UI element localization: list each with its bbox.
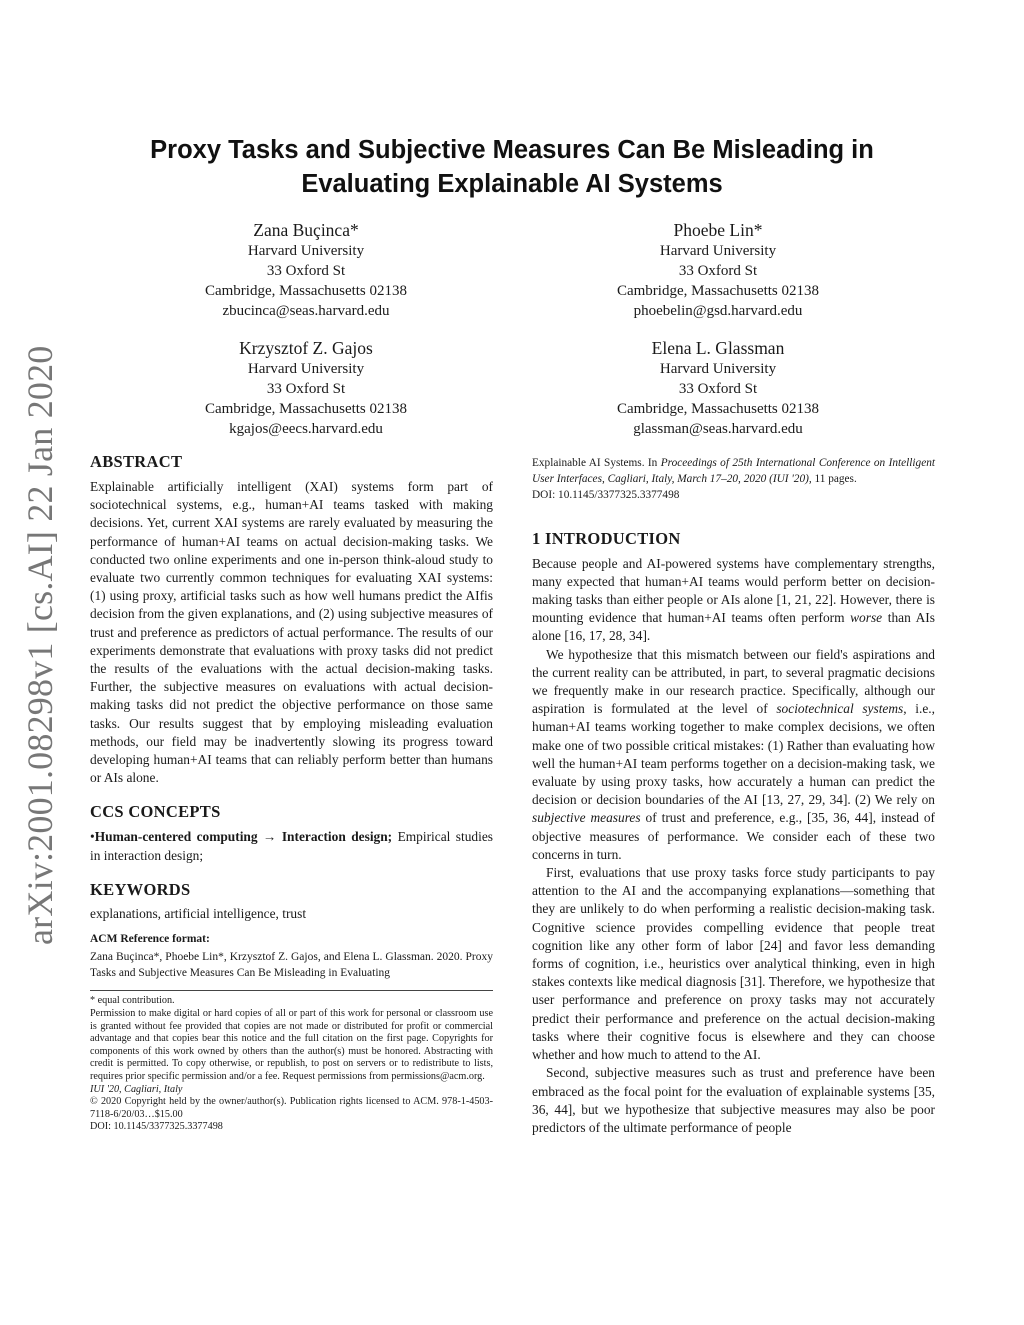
footnote-divider [90, 990, 493, 991]
intro-heading: 1 INTRODUCTION [532, 528, 681, 548]
paper-title: Proxy Tasks and Subjective Measures Can Be Misleading in Evaluating Explainable AI Systems [150, 136, 874, 198]
acm-continuation-plain: Explainable AI Systems. In [532, 457, 658, 469]
author-email: phoebelin@gsd.harvard.edu [633, 303, 803, 319]
author-street: 33 Oxford St [266, 263, 346, 279]
author-block-3 [141, 337, 471, 439]
keywords-heading: KEYWORDS [90, 879, 191, 899]
acm-continuation-pages: 11 pages. [814, 473, 857, 486]
acm-reference-doi: DOI: 10.1145/3377325.3377498 [532, 489, 680, 502]
author-email: zbucinca@seas.harvard.edu [222, 303, 390, 319]
acm-reference-text: Zana Buçinca*, Phoebe Lin*, Krzysztof Z. Gajos, and Elena L. Glassman. 2020. Proxy Tasks and Subjective Measures Can Be Misleading in Evaluating [90, 951, 493, 980]
intro-paragraph-1 [532, 555, 935, 646]
ccs-bullet: • [90, 829, 95, 845]
footnote-permission: Permission to make digital or hard copies of all or part of this work for personal or classroom use is granted without fee provided that copies are not made or distributed for profit or commercial advantage and that copies bear this notice and the full citation on the first page. Copyrights for components of this work owned by others than the author(s) must be honored. Abstracting with credit is permitted. To copy otherwise, or republish, to post on servers or to redistribute to lists, requires prior specific permission and/or a fee. Request permissions from permissions@acm.org. [90, 1008, 493, 1083]
intro-p1-text: Because people and AI-powered systems have complementary strengths, many expected that human+AI teams would perform better on decision-making tasks than either people or AIs alone [1, 21, 22]. However, there is mounting evidence that human+AI teams often perform [532, 555, 935, 626]
author-street: 33 Oxford St [266, 381, 346, 397]
intro-p2-text: We hypothesize that this mismatch between our field's aspirations and the current reality can be attributed, in part, to several pragmatic decisions we frequently make in our research practice. Specifically, although our aspiration is formulated at the level of [532, 646, 935, 717]
author-name: Krzysztof Z. Gajos [239, 338, 373, 358]
author-email: glassman@seas.harvard.edu [633, 421, 803, 437]
author-name: Phoebe Lin* [673, 220, 763, 240]
author-affiliation: Harvard University [659, 243, 777, 259]
ccs-text [90, 828, 493, 864]
author-affiliation: Harvard University [247, 243, 365, 259]
intro-p2-emphasis-2: subjective measures [532, 810, 641, 826]
acm-reference-heading: ACM Reference format: [90, 933, 210, 946]
intro-paragraph-4: Second, subjective measures such as trust and preference have been embraced as the focal point for the evaluation of explainable systems [35, 36, 44], but we hypothesize that subjective measures may also be poor predictors of the ultimate performance of people [532, 1065, 935, 1135]
author-city: Cambridge, Massachusetts 02138 [204, 283, 408, 299]
intro-p2-text-end: of trust and preference, e.g., [35, 36, 44], instead of objective measures of performance. We consider each of these two concerns in turn. [532, 810, 936, 862]
right-column [532, 455, 935, 1137]
arxiv-side-stamp: arXiv:2001.08298v1 [cs.AI] 22 Jan 2020 [20, 345, 60, 945]
author-email: kgajos@eecs.harvard.edu [229, 421, 383, 437]
ccs-rest: Empirical studies in interaction design; [90, 829, 493, 863]
intro-paragraph-2 [532, 646, 935, 864]
author-city: Cambridge, Massachusetts 02138 [616, 283, 820, 299]
author-city: Cambridge, Massachusetts 02138 [616, 401, 820, 417]
author-street: 33 Oxford St [678, 381, 758, 397]
footnote-doi: DOI: 10.1145/3377325.3377498 [90, 1121, 223, 1133]
intro-p1-text-end: than AIs alone [16, 17, 28, 34]. [532, 610, 935, 644]
footnote-block [90, 995, 493, 1134]
author-street: 33 Oxford St [678, 263, 758, 279]
author-name: Zana Buçinca* [253, 220, 359, 240]
author-block-2 [553, 219, 883, 321]
left-column [90, 451, 493, 1134]
author-affiliation: Harvard University [659, 361, 777, 377]
footnote-venue: IUI '20, Cagliari, Italy [90, 1083, 183, 1095]
keywords-text: explanations, artificial intelligence, trust [90, 905, 307, 921]
footnote-equal-contribution: * equal contribution. [90, 995, 175, 1007]
abstract-text: Explainable artificially intelligent (XAI) systems form part of sociotechnical systems, e.g., human+AI teams tasked with making decisions. Yet, current XAI systems are rarely evaluated by measuring the performance of human+AI teams on actual decision-making tasks. We conducted two online experiments and one in-person think-aloud study to evaluate two currently common techniques for evaluating XAI systems: (1) using proxy, artificial tasks such as how well humans predict the AIfis decision from the given explanations, and (2) using subjective measures of trust and preference as predictors of actual performance. The results of our experiments demonstrate that evaluations with proxy tasks did not predict the results of the evaluations with the actual decision-making tasks. Further, the subjective measures on evaluations with actual decision-making tasks did not predict the objective performance on those same tasks. Our results suggest that by employing misleading evaluation methods, our field may be inadvertently slowing its progress toward developing human+AI teams that can reliably perform better than humans or AIs alone. [90, 479, 493, 786]
ccs-concept-1: Human-centered computing [94, 829, 258, 845]
footnote-copyright: © 2020 Copyright held by the owner/author(s). Publication rights licensed to ACM. 978-1-4503-7118-6/20/03…$15.00 [90, 1096, 493, 1120]
author-block-1 [141, 219, 471, 321]
acm-continuation-venue: Proceedings of 25th International Conference on Intelligent User Interfaces, Cagliari, Italy, March 17–20, 2020 (IUI '20), [532, 457, 935, 486]
ccs-concept-2: Interaction design; [281, 829, 393, 845]
author-city: Cambridge, Massachusetts 02138 [204, 401, 408, 417]
acm-reference-continuation [532, 455, 935, 487]
intro-paragraph-3: First, evaluations that use proxy tasks force study participants to pay attention to the AI and the accompanying explanations—something that they are unlikely to do when performing a realistic decision-making task. Cognitive science provides compelling evidence that people treat cognition like any other form of labor [24] and favor less demanding forms of cognition, i.e., heuristics over analytical thinking, even in high stakes contexts like medical diagnosis [31]. Therefore, we hypothesize that user performance and preference on proxy tasks may not accurately predict their performance and preference on the actual decision-making tasks where their cognitive focus is elsewhere and they can choose whether and how much to attend to the AI. [532, 865, 935, 1063]
author-block-4 [553, 337, 883, 439]
author-affiliation: Harvard University [247, 361, 365, 377]
abstract-heading: ABSTRACT [90, 452, 183, 471]
intro-p2-emphasis-1: sociotechnical systems [776, 701, 904, 717]
ccs-heading: CCS CONCEPTS [90, 802, 221, 822]
author-name: Elena L. Glassman [651, 338, 785, 358]
ccs-arrow: → [263, 829, 277, 845]
intro-p2-text-mid: , i.e., human+AI teams working together to make complex decisions, we often make one of two possible critical mistakes: (1) Rather than evaluating how well the human+AI team performs together on a decision-making task, we evaluate by using proxy tasks, how accurately a human can predict the decision or decision boundaries of the AI [13, 27, 29, 34]. (2) We rely on [532, 701, 935, 808]
intro-p1-emphasis: worse [850, 610, 883, 626]
